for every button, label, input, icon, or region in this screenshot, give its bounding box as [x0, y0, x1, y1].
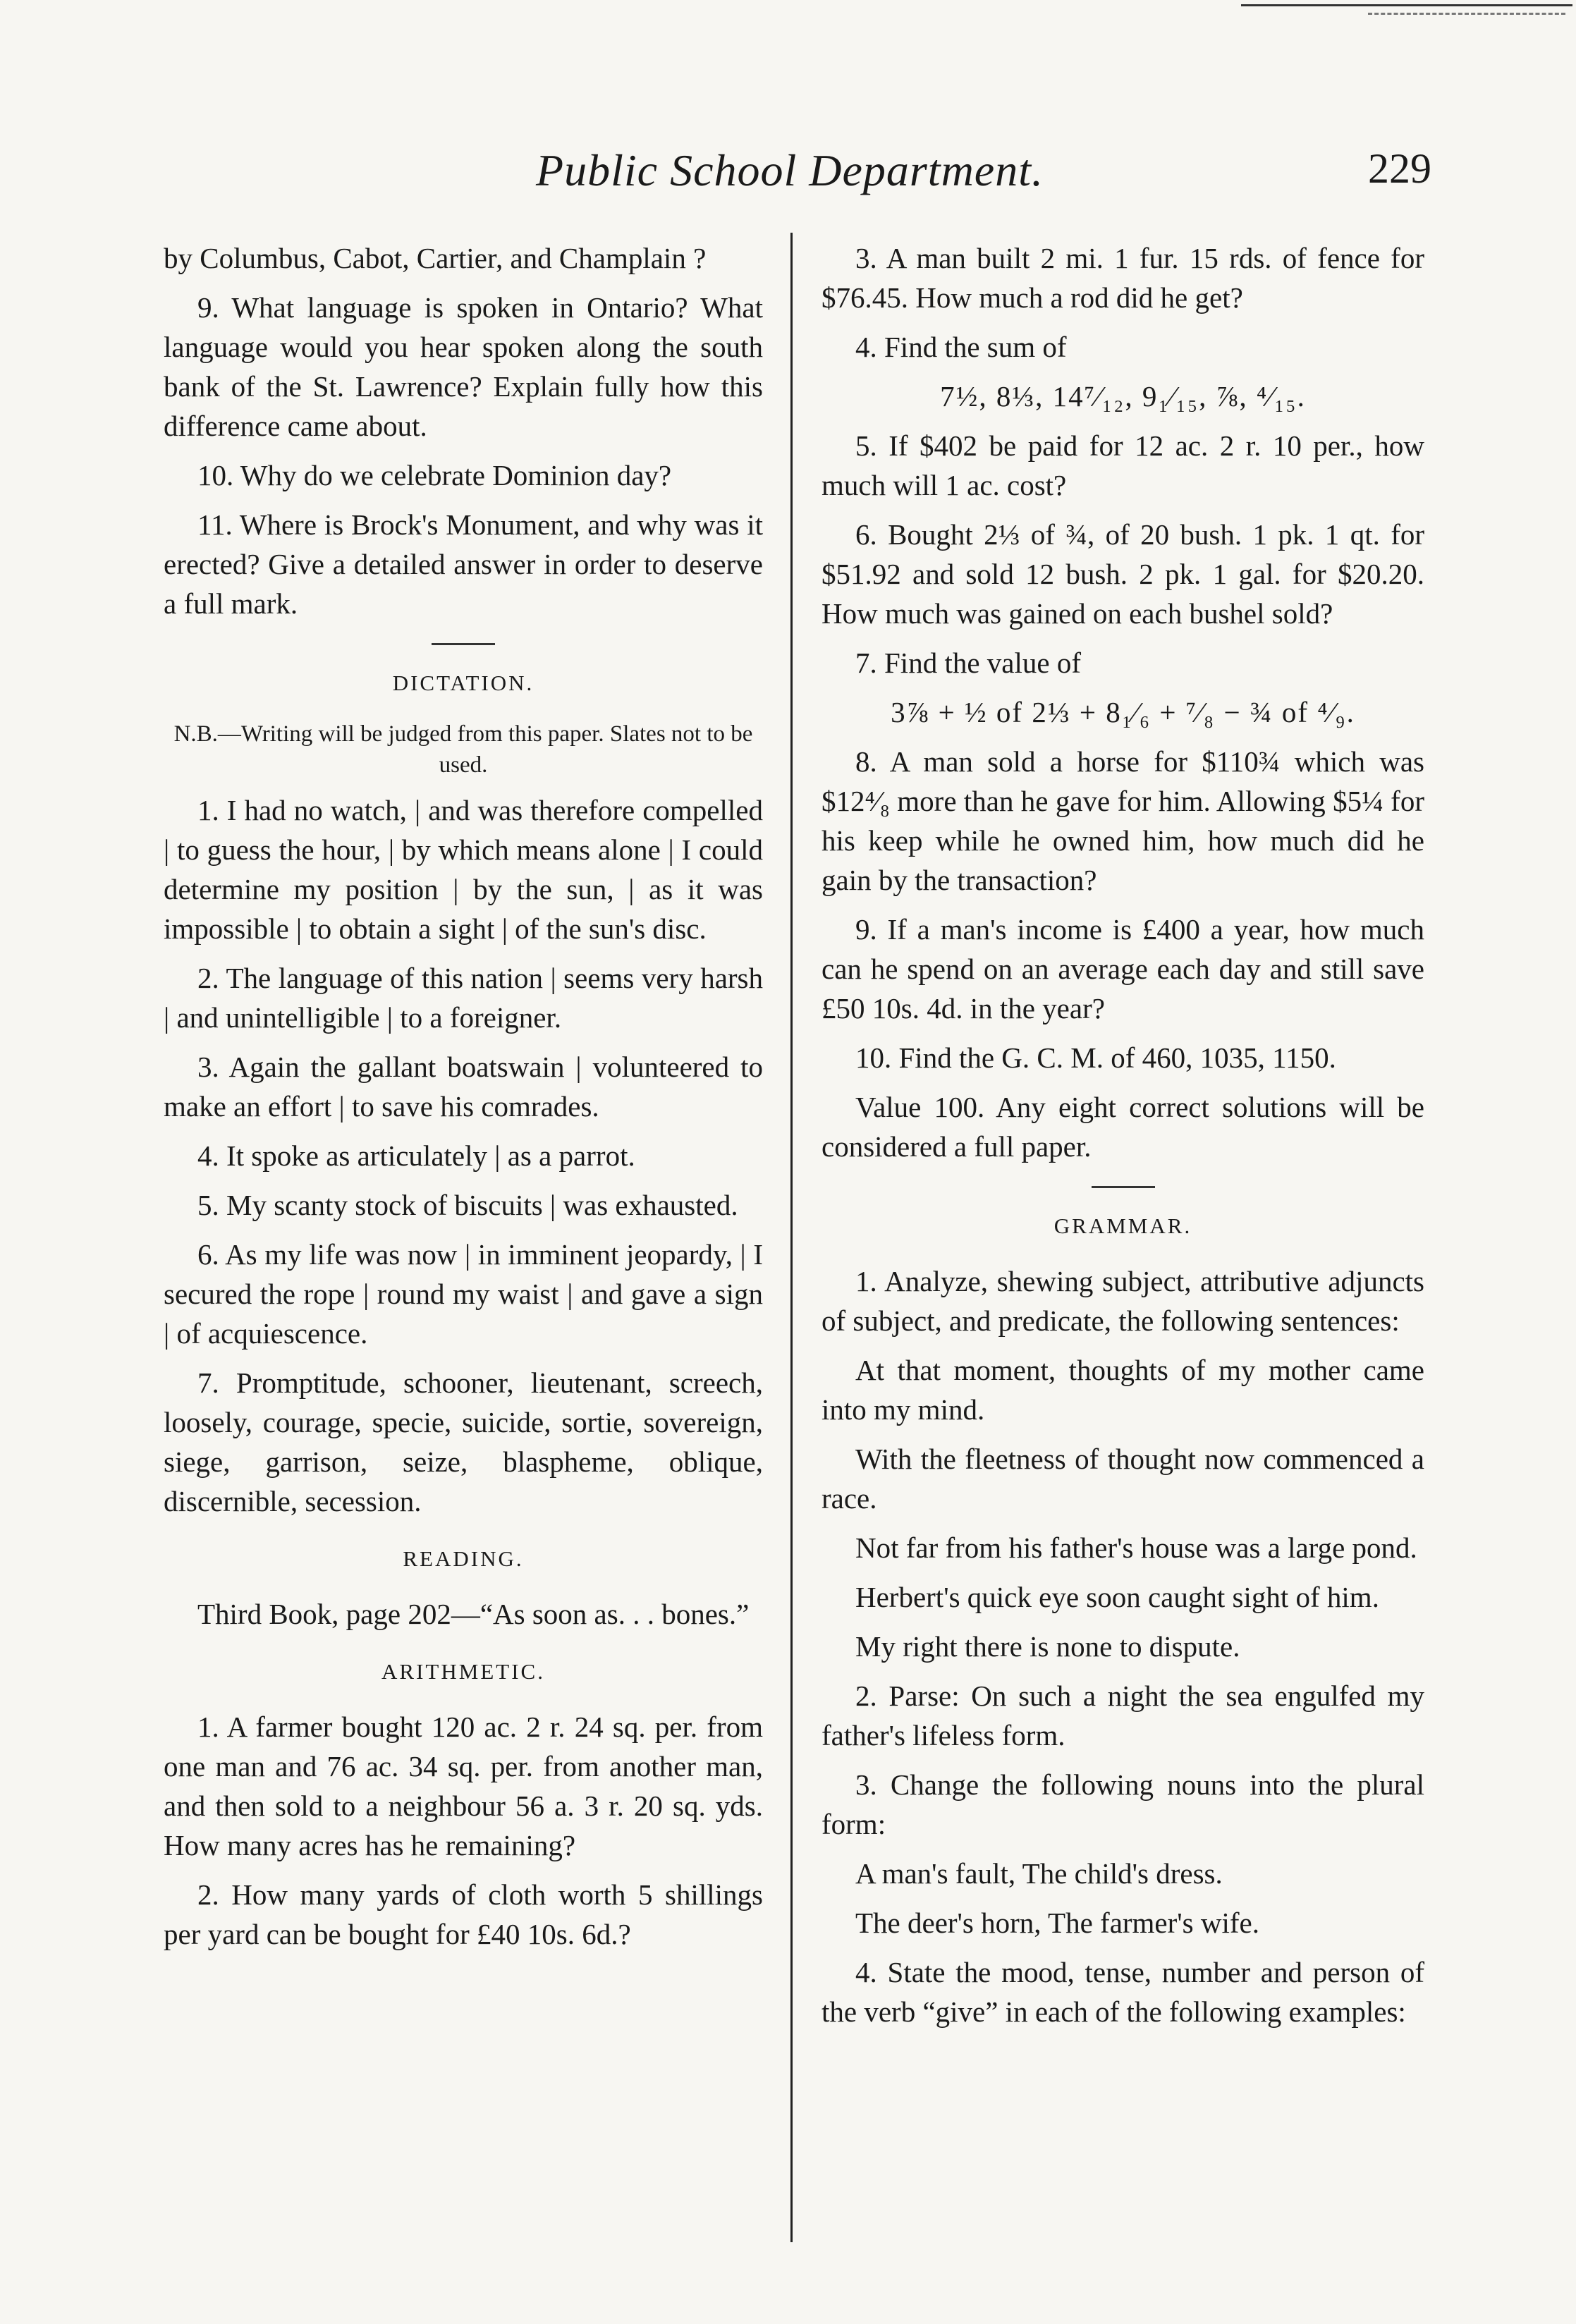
dictation-item-4: 4. It spoke as articulately | as a parrot. [197, 1139, 635, 1172]
history-question-11: 11. Where is Brock's Monument, and why was it erected? Give a detailed answer in order to deserve a full mark. [164, 508, 763, 620]
grammar-plural-example-1: A man's fault, The child's dress. [855, 1857, 1223, 1890]
grammar-heading: GRAMMAR. [1053, 1213, 1192, 1238]
history-question-continuation: by Columbus, Cabot, Cartier, and Champlain ? [164, 242, 707, 274]
grammar-sentence-2: With the fleetness of thought now commenced a race. [821, 1443, 1424, 1515]
grammar-sentence-1: At that moment, thoughts of my mother came into my mind. [821, 1354, 1424, 1426]
reading-text: Third Book, page 202—“As soon as. . . bones.” [197, 1598, 750, 1630]
page-header [536, 145, 1431, 208]
grammar-question-3: 3. Change the following nouns into the plural form: [821, 1768, 1424, 1840]
dictation-item-5: 5. My scanty stock of biscuits | was exhausted. [197, 1189, 738, 1221]
grammar-sentence-3: Not far from his father's house was a large pond. [855, 1531, 1417, 1564]
grammar-plural-example-2: The deer's horn, The farmer's wife. [855, 1907, 1259, 1939]
arithmetic-question-7: 7. Find the value of [855, 647, 1081, 679]
dictation-item-7: 7. Promptitude, schooner, lieutenant, screech, loosely, courage, specie, suicide, sortie, sovereign, siege, garrison, seize, blaspheme, oblique, discernible, secession. [164, 1366, 763, 1517]
reading-heading: READING. [403, 1546, 524, 1571]
arithmetic-question-5: 5. If $402 be paid for 12 ac. 2 r. 10 per., how much will 1 ac. cost? [821, 429, 1424, 501]
arithmetic-heading: ARITHMETIC. [381, 1659, 545, 1684]
arithmetic-question-10: 10. Find the G. C. M. of 460, 1035, 1150. [855, 1041, 1336, 1074]
arithmetic-question-4-expression: 7½, 8⅓, 14⁷⁄₁₂, 9₁⁄₁₅, ⅞, ⁴⁄₁₅. [940, 380, 1306, 412]
top-edge-rule [1241, 4, 1572, 6]
arithmetic-question-9: 9. If a man's income is £400 a year, how much can he spend on an average each day and still save £50 10s. 4d. in the year? [821, 913, 1424, 1025]
arithmetic-question-4: 4. Find the sum of [855, 331, 1067, 363]
running-head: Public School Department. [536, 145, 1044, 195]
section-rule [432, 643, 495, 645]
arithmetic-question-2: 2. How many yards of cloth worth 5 shillings per yard can be bought for £40 10s. 6d.? [164, 1878, 763, 1950]
dictation-item-6: 6. As my life was now | in imminent jeopardy, | I secured the rope | round my waist | and gave a sign | of acquiescence. [164, 1238, 763, 1350]
dictation-note: N.B.—Writing will be judged from this paper. Slates not to be used. [173, 721, 753, 778]
right-column [821, 238, 1424, 2041]
top-edge-dashed-rule [1368, 13, 1565, 15]
dictation-heading: DICTATION. [392, 671, 535, 695]
grammar-sentence-5: My right there is none to dispute. [855, 1630, 1240, 1663]
grammar-question-4: 4. State the mood, tense, number and person of the verb “give” in each of the following examples: [821, 1956, 1424, 2028]
grammar-question-1: 1. Analyze, shewing subject, attributive adjuncts of subject, and predicate, the following sentences: [821, 1265, 1424, 1337]
dictation-item-3: 3. Again the gallant boatswain | volunteered to make an effort | to save his comrades. [164, 1051, 763, 1123]
section-rule [1092, 1186, 1155, 1188]
arithmetic-question-6: 6. Bought 2⅓ of ¾, of 20 bush. 1 pk. 1 qt. for $51.92 and sold 12 bush. 2 pk. 1 gal. for $20.20. How much was gained on each bushel sold? [821, 518, 1424, 630]
arithmetic-question-1: 1. A farmer bought 120 ac. 2 r. 24 sq. per. from one man and 76 ac. 34 sq. per. from another man, and then sold to a neighbour 56 a. 3 r. 20 sq. yds. How many acres has he remaining? [164, 1711, 763, 1861]
column-divider [790, 233, 793, 2242]
arithmetic-value-note: Value 100. Any eight correct solutions will be considered a full paper. [821, 1091, 1424, 1163]
dictation-item-1: 1. I had no watch, | and was therefore compelled | to guess the hour, | by which means alone | I could determine my position | by the sun, | as it was impossible | to obtain a sight | of the sun's disc. [164, 794, 763, 945]
page-number: 229 [1368, 145, 1431, 192]
arithmetic-question-3: 3. A man built 2 mi. 1 fur. 15 rds. of fence for $76.45. How much a rod did he get? [821, 242, 1424, 314]
dictation-item-2: 2. The language of this nation | seems very harsh | and unintelligible | to a foreigner. [164, 962, 763, 1034]
arithmetic-question-8: 8. A man sold a horse for $110¾ which was $12⁴⁄₈ more than he gave for him. Allowing $5¼ for his keep while he owned him, how much did he gain by the transaction? [821, 745, 1424, 896]
grammar-question-2: 2. Parse: On such a night the sea engulfed my father's lifeless form. [821, 1680, 1424, 1751]
grammar-sentence-4: Herbert's quick eye soon caught sight of him. [855, 1581, 1379, 1613]
left-column [164, 238, 763, 1964]
history-question-9: 9. What language is spoken in Ontario? What language would you hear spoken along the south bank of the St. Lawrence? Explain fully how this difference came about. [164, 291, 763, 442]
history-question-10: 10. Why do we celebrate Dominion day? [197, 459, 672, 491]
arithmetic-question-7-expression: 3⅞ + ½ of 2⅓ + 8₁⁄₆ + ⁷⁄₈ − ¾ of ⁴⁄₉. [891, 696, 1355, 728]
